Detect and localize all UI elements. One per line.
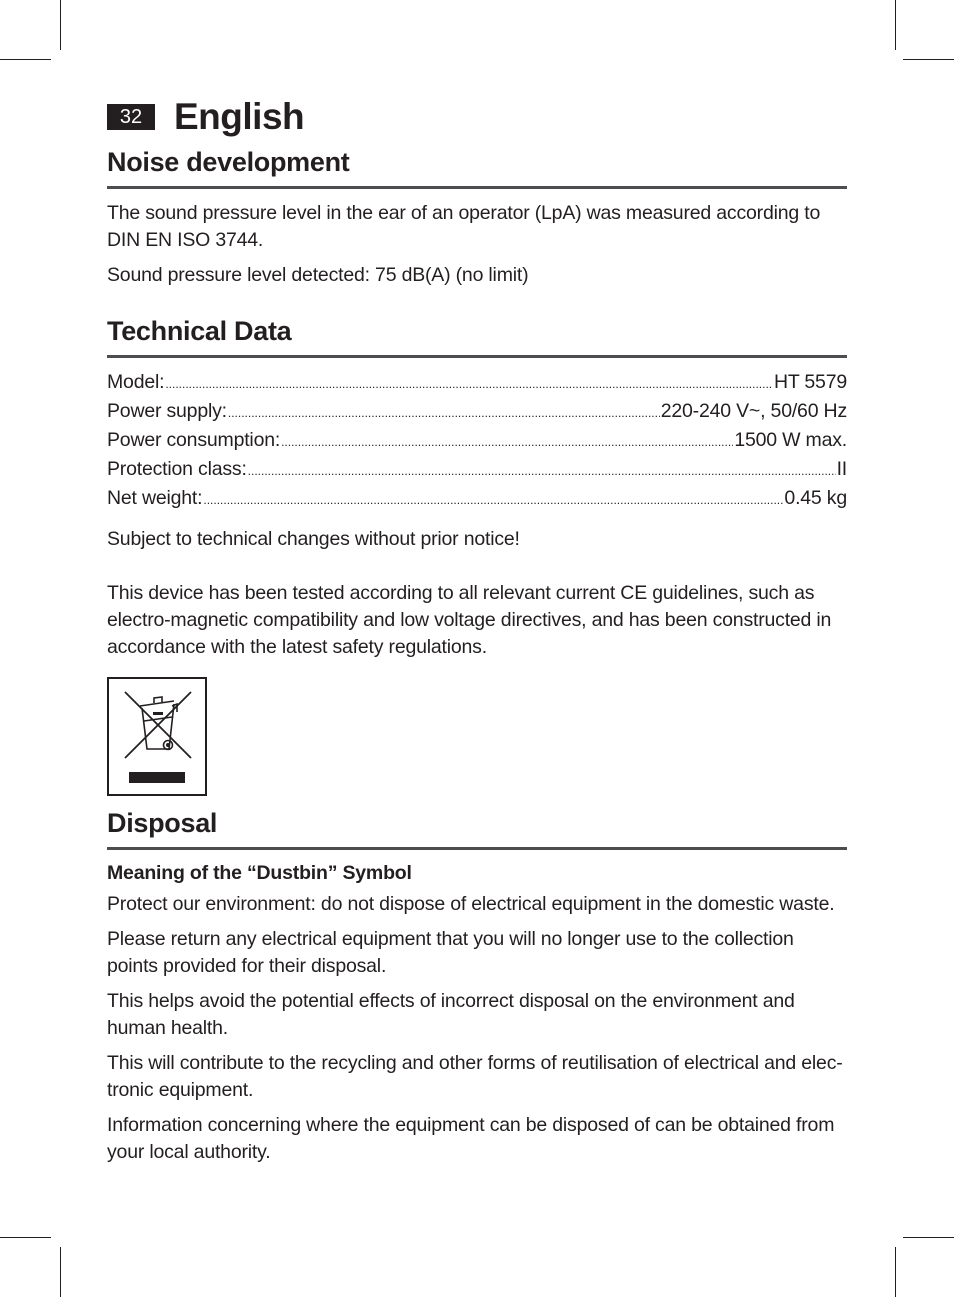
spec-label: Power consumption: (107, 429, 281, 451)
crop-mark (903, 59, 954, 60)
section-divider (107, 186, 847, 189)
ce-paragraph: This device has been tested according to all relevant current CE guidelines, such as electro-magnetic compatibility and low voltage directives, and has been constructed in accordance with the latest safety regulations. (107, 582, 832, 658)
disposal-paragraph: This will contribute to the recycling and other forms of reutilisation of electrical and elec-tronic equipment. (107, 1052, 843, 1101)
disposal-paragraph: Protect our environment: do not dispose of electrical equipment in the domestic waste. (107, 893, 835, 915)
spec-label: Net weight: (107, 487, 203, 509)
page-number: 32 (107, 104, 155, 130)
spec-label: Power supply: (107, 400, 227, 422)
spec-label: Model: (107, 371, 165, 393)
spec-row-protection-class (107, 456, 847, 485)
disposal-paragraph: Information concerning where the equipment can be disposed of can be obtained from your local authority. (107, 1114, 835, 1163)
crop-mark (0, 1237, 51, 1238)
spec-value: 220-240 V~, 50/60 Hz (660, 400, 847, 422)
section-divider (107, 355, 847, 358)
crop-mark (895, 0, 896, 50)
crop-mark (60, 0, 61, 50)
disposal-heading: Disposal (107, 808, 218, 838)
disposal-section (107, 807, 847, 1166)
crop-mark (0, 59, 51, 60)
crop-mark (60, 1247, 61, 1297)
spec-row-model (107, 369, 847, 398)
crossed-out-wheelie-bin-icon (107, 677, 207, 796)
spec-value: II (836, 458, 847, 480)
disposal-paragraph: Please return any electrical equipment that you will no longer use to the collection points provided for their disposal. (107, 928, 794, 977)
crop-mark (895, 1247, 896, 1297)
section-divider (107, 847, 847, 850)
spec-row-power-consumption (107, 427, 847, 456)
dot-leader (165, 369, 773, 398)
dustbin-symbol-subheading: Meaning of the “Dustbin” Symbol (107, 862, 412, 884)
spec-value: 1500 W max. (734, 429, 847, 451)
spec-label: Protection class: (107, 458, 247, 480)
crop-mark (903, 1237, 954, 1238)
noise-level-paragraph: Sound pressure level detected: 75 dB(A) (no limit) (107, 264, 529, 286)
language-heading: English (174, 96, 305, 137)
dot-leader (281, 427, 733, 456)
technical-section (107, 315, 847, 661)
spec-list (107, 369, 847, 514)
dot-leader (228, 398, 660, 427)
noise-section (107, 146, 847, 289)
spec-row-power-supply (107, 398, 847, 427)
spec-value: 0.45 kg (784, 487, 847, 509)
dot-leader (248, 456, 836, 485)
dot-leader (203, 485, 783, 514)
technical-heading: Technical Data (107, 316, 292, 346)
spec-value: HT 5579 (773, 371, 847, 393)
noise-heading: Noise development (107, 147, 350, 177)
technical-notice: Subject to technical changes without prior notice! (107, 528, 520, 550)
disposal-paragraph: This helps avoid the potential effects of incorrect disposal on the environment and human health. (107, 990, 795, 1039)
spec-row-net-weight (107, 485, 847, 514)
noise-paragraph: The sound pressure level in the ear of an operator (LpA) was measured according to DIN EN ISO 3744. (107, 202, 821, 251)
